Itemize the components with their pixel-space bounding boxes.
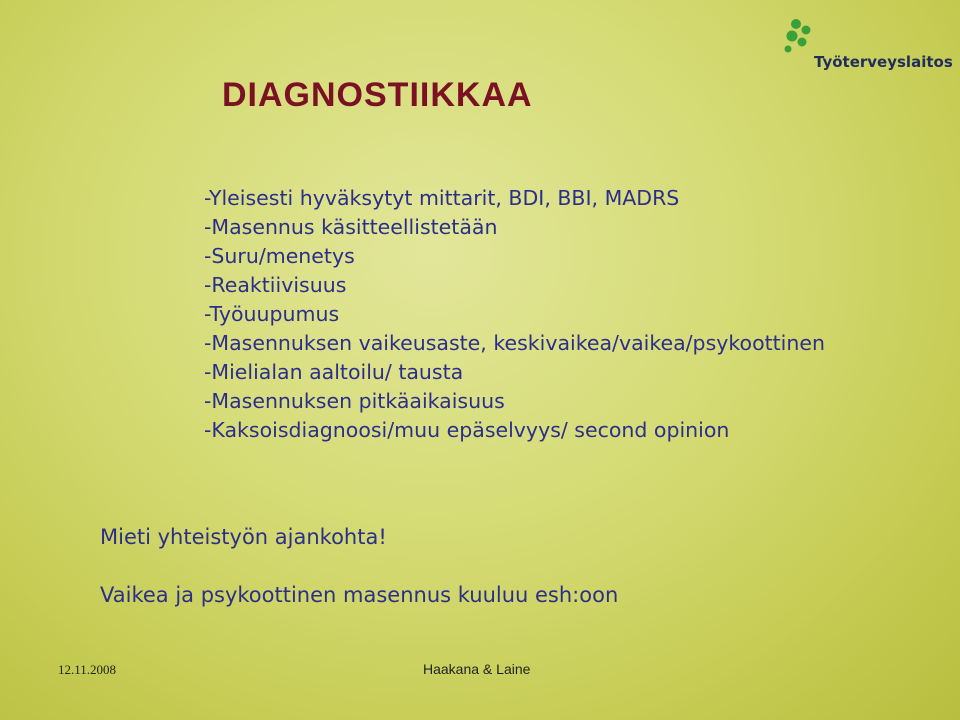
bullet-list (204, 184, 825, 445)
note-severe-depression: Vaikea ja psykoottinen masennus kuuluu esh:oon (100, 583, 619, 607)
list-item: -Reaktiivisuus (204, 273, 347, 297)
slide-title: DIAGNOSTIIKKAA (222, 76, 533, 114)
list-item: -Masennuksen pitkäaikaisuus (204, 389, 505, 413)
list-item: -Kaksoisdiagnoosi/muu epäselvyys/ second opinion (204, 418, 730, 442)
logo-text: Työterveyslaitos (814, 53, 953, 71)
list-item: -Työuupumus (204, 302, 340, 326)
list-item: -Masennuksen vaikeusaste, keskivaikea/vaikea/psykoottinen (204, 331, 825, 355)
list-item: -Yleisesti hyväksytyt mittarit, BDI, BBI, MADRS (204, 186, 680, 210)
logo (782, 16, 952, 76)
footer-author: Haakana & Laine (423, 661, 531, 677)
list-item: -Suru/menetys (204, 244, 355, 268)
footer-date: 12.11.2008 (58, 662, 117, 677)
list-item: -Mielialan aaltoilu/ tausta (204, 360, 464, 384)
list-item: -Masennus käsitteellistetään (204, 215, 498, 239)
note-cooperation: Mieti yhteistyön ajankohta! (100, 525, 387, 549)
